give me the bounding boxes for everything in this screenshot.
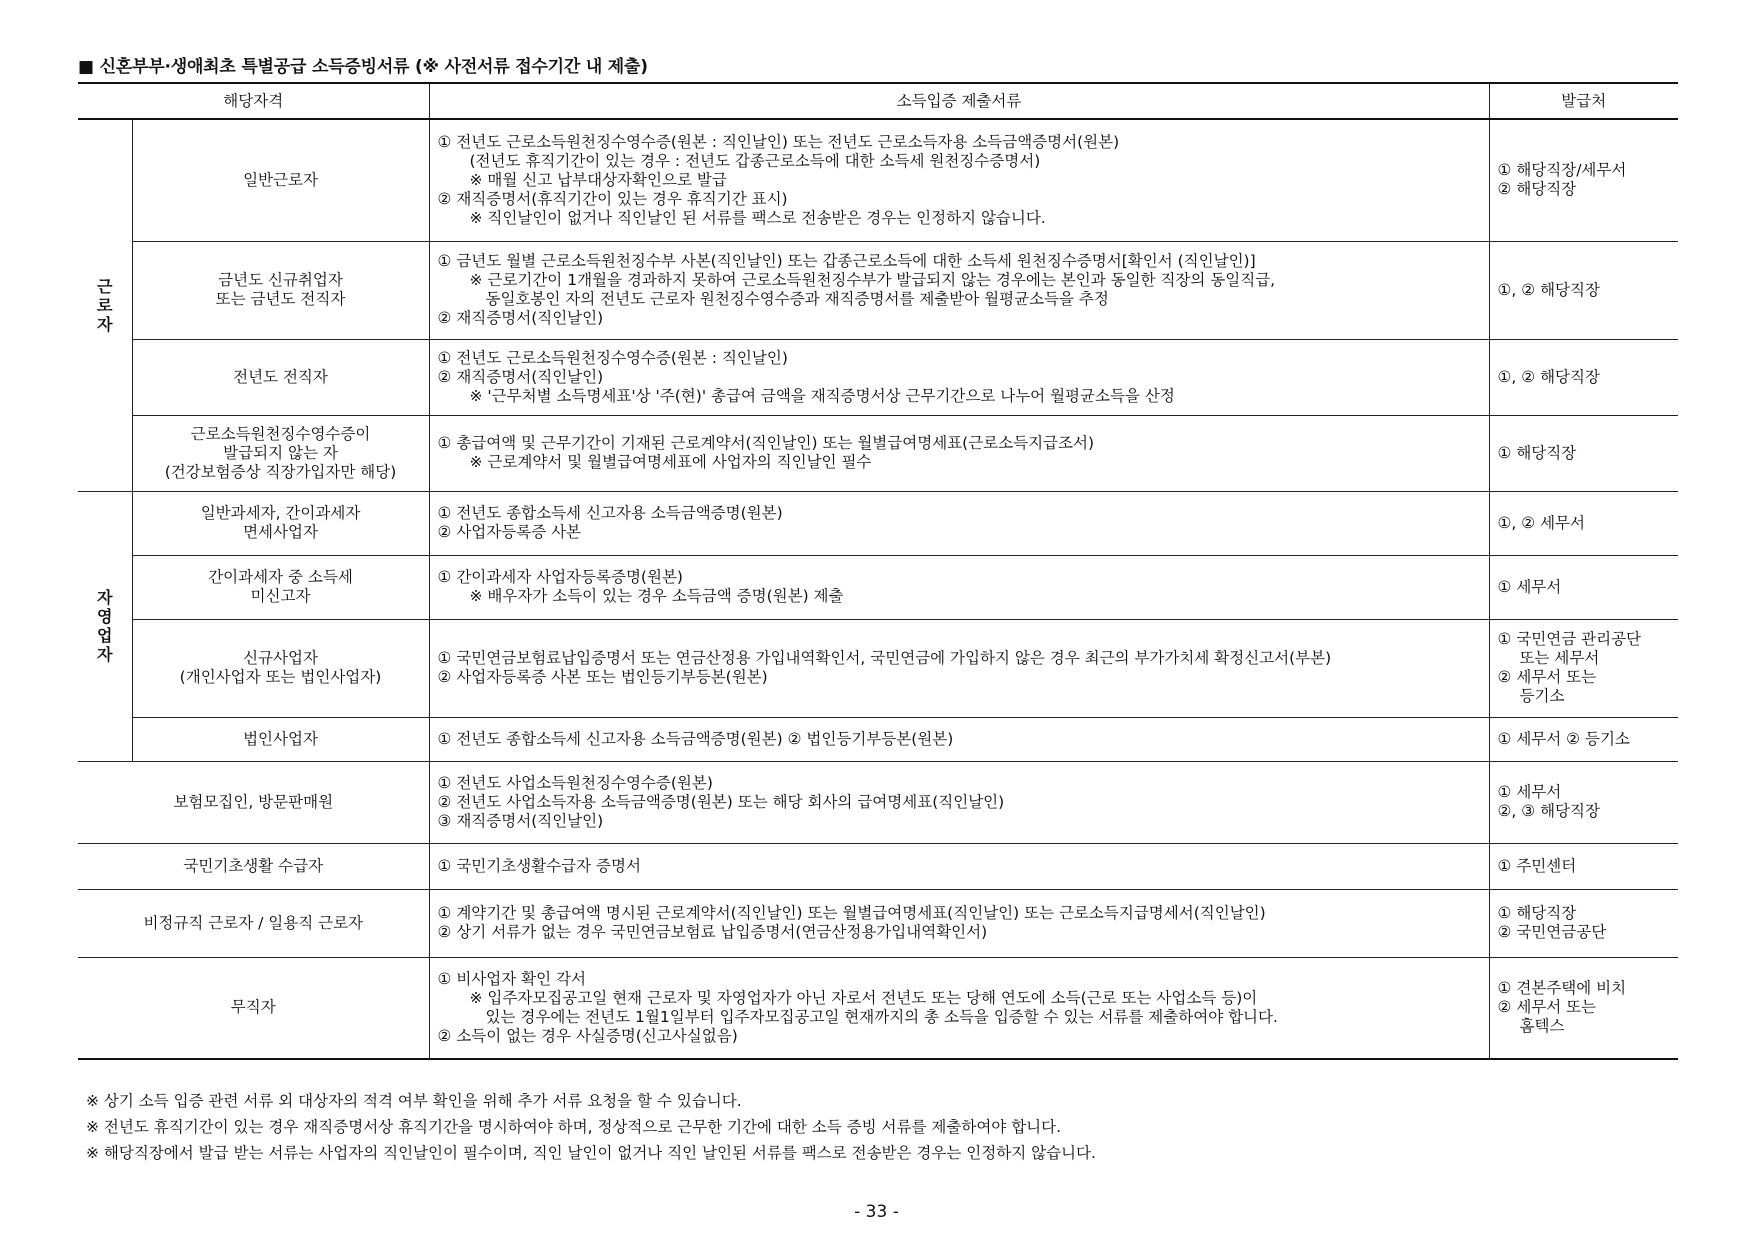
- footnote: ※ 해당직장에서 발급 받는 서류는 사업자의 직인날인이 필수이며, 직인 날인이 없거나 직인 날인된 서류를 팩스로 전송받은 경우는 인정하지 않습니다.: [86, 1144, 1096, 1162]
- text-line: 근: [97, 276, 113, 296]
- documents-cell: [429, 555, 1489, 619]
- table-row: [78, 843, 1678, 889]
- text-line: (건강보험증상 직장가입자만 해당): [164, 462, 397, 481]
- text-line: ※ 매월 신고 납부대상자확인으로 발급: [469, 170, 727, 189]
- text-line: ①, ② 세무서: [1497, 513, 1585, 532]
- text-line: ※ 근로기간이 1개월을 경과하지 못하여 근로소득원천징수부가 발급되지 않는 경우에는 본인과 동일한 직장의 동일직급,: [469, 271, 1276, 289]
- group-label-worker: [78, 119, 132, 491]
- text-line: ① 해당직장: [1497, 443, 1577, 462]
- text-line: 신규사업자: [243, 649, 318, 667]
- text-line: ① 해당직장: [1497, 904, 1577, 922]
- documents-cell: [429, 339, 1489, 415]
- documents-cell: [429, 717, 1489, 761]
- text-line: 금년도 신규취업자: [218, 271, 343, 289]
- issuer-cell: [1489, 119, 1678, 241]
- documents-cell: [429, 415, 1489, 491]
- text-line: ① 전년도 종합소득세 신고자용 소득금액증명(원본): [437, 504, 783, 522]
- text-line: ※ 입주자모집공고일 현재 근로자 및 자영업자가 아닌 자로서 전년도 또는 당해 연도에 소득(근로 또는 사업소득 등)이: [469, 988, 1258, 1007]
- table-row: [78, 717, 1678, 761]
- qualification-cell: [132, 555, 429, 619]
- income-proof-table: [78, 82, 1678, 1060]
- table-row: [78, 619, 1678, 717]
- header-issuer: 발급처: [1489, 83, 1678, 119]
- table-row: [78, 339, 1678, 415]
- group-label-self-employed: [78, 491, 132, 761]
- issuer-cell: [1489, 889, 1678, 957]
- text-line: ① 전년도 사업소득원천징수영수증(원본): [437, 773, 713, 792]
- table-row: [78, 957, 1678, 1059]
- text-line: ① 해당직장/세무서: [1497, 161, 1627, 180]
- text-line: 발급되지 않는 자: [223, 443, 338, 462]
- text-line: 업: [97, 626, 113, 645]
- text-line: ② 재직증명서(직인날인): [437, 367, 604, 386]
- documents-cell: [429, 957, 1489, 1059]
- qualification-cell: [132, 491, 429, 555]
- footnote: ※ 상기 소득 입증 관련 서류 외 대상자의 적격 여부 확인을 위해 추가 서류 요청을 할 수 있습니다.: [86, 1092, 742, 1110]
- documents-cell: [429, 241, 1489, 339]
- text-line: ① 세무서: [1497, 783, 1562, 801]
- table-row: [78, 761, 1678, 843]
- text-line: ※ 근로계약서 및 월별급여명세표에 사업자의 직인날인 필수: [469, 453, 872, 471]
- documents-cell: [429, 843, 1489, 889]
- text-line: 전년도 전직자: [233, 367, 328, 386]
- issuer-cell: [1489, 619, 1678, 717]
- page-number: - 33 -: [854, 1202, 899, 1222]
- text-line: 근로소득원천징수영수증이: [190, 424, 371, 443]
- text-line: ① 국민연금 관리공단: [1497, 630, 1642, 648]
- issuer-cell: [1489, 241, 1678, 339]
- text-line: 홈텍스: [1519, 1017, 1565, 1036]
- text-line: ① 계약기간 및 총급여액 명시된 근로계약서(직인날인) 또는 월별급여명세표(직인날인) 또는 근로소득지급명세서(직인날인): [437, 904, 1266, 922]
- qualification-cell: [132, 717, 429, 761]
- text-line: 또는 세무서: [1519, 649, 1600, 667]
- text-line: ② 국민연금공단: [1497, 923, 1607, 941]
- text-line: ① 세무서 ② 등기소: [1497, 729, 1630, 748]
- table-row: [78, 119, 1678, 241]
- text-line: 동일호봉인 자의 전년도 근로자 원천징수영수증과 재직증명서를 제출받아 월평균소득을 추정: [485, 290, 1109, 308]
- text-line: ① 국민기초생활수급자 증명서: [437, 856, 641, 875]
- text-line: 일반근로자: [243, 170, 318, 189]
- text-line: ① 견본주택에 비치: [1497, 979, 1627, 998]
- qualification-cell: [78, 957, 429, 1059]
- text-line: ② 사업자등록증 사본: [437, 523, 582, 541]
- table-header-row: [78, 83, 1678, 119]
- issuer-cell: [1489, 339, 1678, 415]
- text-line: 영: [97, 607, 113, 626]
- issuer-cell: [1489, 843, 1678, 889]
- table-row: [78, 889, 1678, 957]
- issuer-cell: [1489, 415, 1678, 491]
- text-line: ①, ② 해당직장: [1497, 367, 1600, 386]
- text-line: ②, ③ 해당직장: [1497, 802, 1600, 820]
- text-line: ①, ② 해당직장: [1497, 280, 1600, 299]
- documents-cell: [429, 491, 1489, 555]
- issuer-cell: [1489, 491, 1678, 555]
- text-line: ② 재직증명서(휴직기간이 있는 경우 휴직기간 표시): [437, 189, 788, 208]
- page-title: ■ 신혼부부·생애최초 특별공급 소득증빙서류 (※ 사전서류 접수기간 내 제출): [78, 57, 648, 77]
- text-line: ① 금년도 월별 근로소득원천징수부 사본(직인날인) 또는 갑종근로소득에 대한 소득세 원천징수증명서[확인서 (직인날인)]: [437, 252, 1256, 270]
- text-line: 등기소: [1519, 687, 1565, 705]
- issuer-cell: [1489, 717, 1678, 761]
- text-line: 자: [97, 645, 113, 664]
- documents-cell: [429, 619, 1489, 717]
- text-line: ① 비사업자 확인 각서: [437, 969, 586, 988]
- text-line: ※ 직인날인이 없거나 직인날인 된 서류를 팩스로 전송받은 경우는 인정하지 않습니다.: [469, 208, 1046, 227]
- text-line: 비정규직 근로자 / 일용직 근로자: [143, 913, 364, 932]
- text-line: ① 간이과세자 사업자등록증명(원본): [437, 568, 683, 586]
- documents-cell: [429, 761, 1489, 843]
- text-line: ① 총급여액 및 근무기간이 기재된 근로계약서(직인날인) 또는 월별급여명세표(근로소득지급조서): [437, 434, 1095, 452]
- text-line: ※ '근무처별 소득명세표'상 '주(현)' 총급여 금액을 재직증명서상 근무기간으로 나누어 월평균소득을 산정: [469, 386, 1175, 405]
- text-line: ② 세무서 또는: [1497, 668, 1597, 686]
- text-line: 무직자: [230, 998, 276, 1017]
- text-line: ② 전년도 사업소득자용 소득금액증명(원본) 또는 해당 회사의 급여명세표(직인날인): [437, 792, 1005, 811]
- issuer-cell: [1489, 555, 1678, 619]
- text-line: 자: [97, 588, 113, 607]
- text-line: ② 상기 서류가 없는 경우 국민연금보험료 납입증명서(연금산정용가입내역확인서): [437, 923, 988, 941]
- footnote: ※ 전년도 휴직기간이 있는 경우 재직증명서상 휴직기간을 명시하여야 하며, 정상적으로 근무한 기간에 대한 소득 증빙 서류를 제출하여야 합니다.: [86, 1118, 1062, 1136]
- documents-cell: [429, 119, 1489, 241]
- text-line: 로: [97, 295, 113, 315]
- table-row: [78, 491, 1678, 555]
- footnotes: [86, 1088, 1096, 1166]
- text-line: ① 전년도 근로소득원천징수영수증(원본 : 직인날인): [437, 348, 788, 367]
- text-line: 간이과세자 중 소득세: [208, 568, 353, 586]
- qualification-cell: [78, 889, 429, 957]
- text-line: ① 주민센터: [1497, 856, 1577, 875]
- qualification-cell: [132, 619, 429, 717]
- text-line: (개인사업자 또는 법인사업자): [179, 668, 382, 686]
- text-line: ① 세무서: [1497, 577, 1562, 596]
- text-line: ① 전년도 종합소득세 신고자용 소득금액증명(원본) ② 법인등기부등본(원본): [437, 729, 954, 748]
- text-line: ② 재직증명서(직인날인): [437, 309, 604, 327]
- text-line: 자: [97, 314, 113, 334]
- text-line: ※ 배우자가 소득이 있는 경우 소득금액 증명(원본) 제출: [469, 587, 844, 605]
- issuer-cell: [1489, 957, 1678, 1059]
- qualification-cell: [132, 119, 429, 241]
- text-line: (전년도 휴직기간이 있는 경우 : 전년도 갑종근로소득에 대한 소득세 원천징수증명서): [469, 151, 1041, 170]
- text-line: 미신고자: [250, 587, 311, 605]
- qualification-cell: [78, 761, 429, 843]
- text-line: 면세사업자: [243, 523, 318, 541]
- header-qualification: 해당자격: [78, 83, 429, 119]
- qualification-cell: [132, 241, 429, 339]
- text-line: 일반과세자, 간이과세자: [200, 504, 361, 522]
- text-line: ① 국민연금보험료납입증명서 또는 연금산정용 가입내역확인서, 국민연금에 가입하지 않은 경우 최근의 부가가치세 확정신고서(부본): [437, 649, 1332, 667]
- text-line: ② 소득이 없는 경우 사실증명(신고사실없음): [437, 1026, 738, 1045]
- text-line: ② 해당직장: [1497, 180, 1577, 199]
- qualification-cell: [78, 843, 429, 889]
- text-line: ① 전년도 근로소득원천징수영수증(원본 : 직인날인) 또는 전년도 근로소득자용 소득금액증명서(원본): [437, 132, 1120, 151]
- text-line: 보험모집인, 방문판매원: [173, 792, 334, 811]
- text-line: 또는 금년도 전직자: [215, 290, 346, 308]
- text-line: 있는 경우에는 전년도 1월1일부터 입주자모집공고일 현재까지의 총 소득을 입증할 수 있는 서류를 제출하여야 합니다.: [485, 1007, 1278, 1026]
- qualification-cell: [132, 339, 429, 415]
- table-row: [78, 241, 1678, 339]
- qualification-cell: [132, 415, 429, 491]
- table-row: [78, 415, 1678, 491]
- text-line: ② 세무서 또는: [1497, 998, 1597, 1017]
- table-row: [78, 555, 1678, 619]
- text-line: 국민기초생활 수급자: [183, 856, 324, 875]
- documents-cell: [429, 889, 1489, 957]
- issuer-cell: [1489, 761, 1678, 843]
- header-documents: 소득입증 제출서류: [429, 83, 1489, 119]
- text-line: 법인사업자: [243, 729, 318, 748]
- text-line: ② 사업자등록증 사본 또는 법인등기부등본(원본): [437, 668, 768, 686]
- text-line: ③ 재직증명서(직인날인): [437, 811, 604, 830]
